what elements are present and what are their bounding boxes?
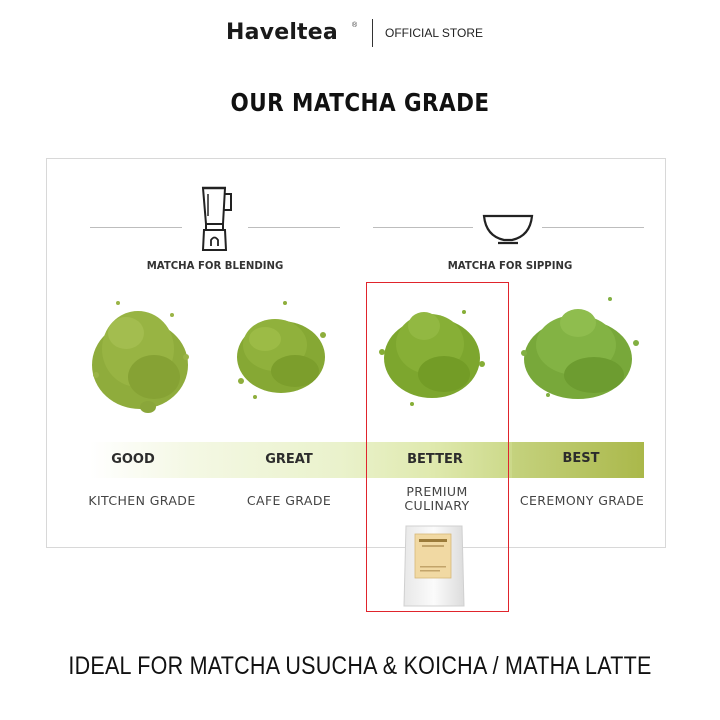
store-header xyxy=(0,18,720,48)
usage-footer-text: IDEAL FOR MATCHA USUCHA & KOICHA / MATHA LATTE xyxy=(68,652,652,680)
grade-level-great: GREAT xyxy=(265,452,313,467)
brand-logo[interactable]: Haveltea xyxy=(226,20,338,45)
sipping-divider-right xyxy=(542,227,644,228)
official-store-label: OFFICIAL STORE xyxy=(385,26,484,40)
product-pouch-image[interactable] xyxy=(402,522,466,608)
grade-level-better: BETTER xyxy=(407,452,463,467)
grade-name-kitchen: KITCHEN GRADE xyxy=(88,493,196,508)
sipping-divider-left xyxy=(373,227,473,228)
category-sipping-label: MATCHA FOR SIPPING xyxy=(447,259,573,272)
grade-name-cafe: CAFE GRADE xyxy=(246,493,332,508)
blending-divider-left xyxy=(90,227,182,228)
registered-mark: ® xyxy=(352,22,358,29)
kitchen-grade-powder-image xyxy=(82,285,200,425)
grade-name-premium-line2: CULINARY xyxy=(404,498,470,513)
ceremony-grade-powder-image xyxy=(512,285,644,425)
cafe-grade-powder-image xyxy=(225,285,335,425)
grade-name-ceremony: CEREMONY GRADE xyxy=(519,493,645,508)
grade-level-good: GOOD xyxy=(111,452,155,467)
category-blending-label: MATCHA FOR BLENDING xyxy=(146,259,284,272)
bowl-icon xyxy=(482,212,534,246)
header-divider xyxy=(372,19,373,47)
page-title: OUR MATCHA GRADE xyxy=(230,88,490,117)
blending-divider-right xyxy=(248,227,340,228)
grade-level-best: BEST xyxy=(562,451,600,466)
grade-name-premium-line1: PREMIUM xyxy=(406,484,468,499)
blender-icon xyxy=(198,184,236,254)
